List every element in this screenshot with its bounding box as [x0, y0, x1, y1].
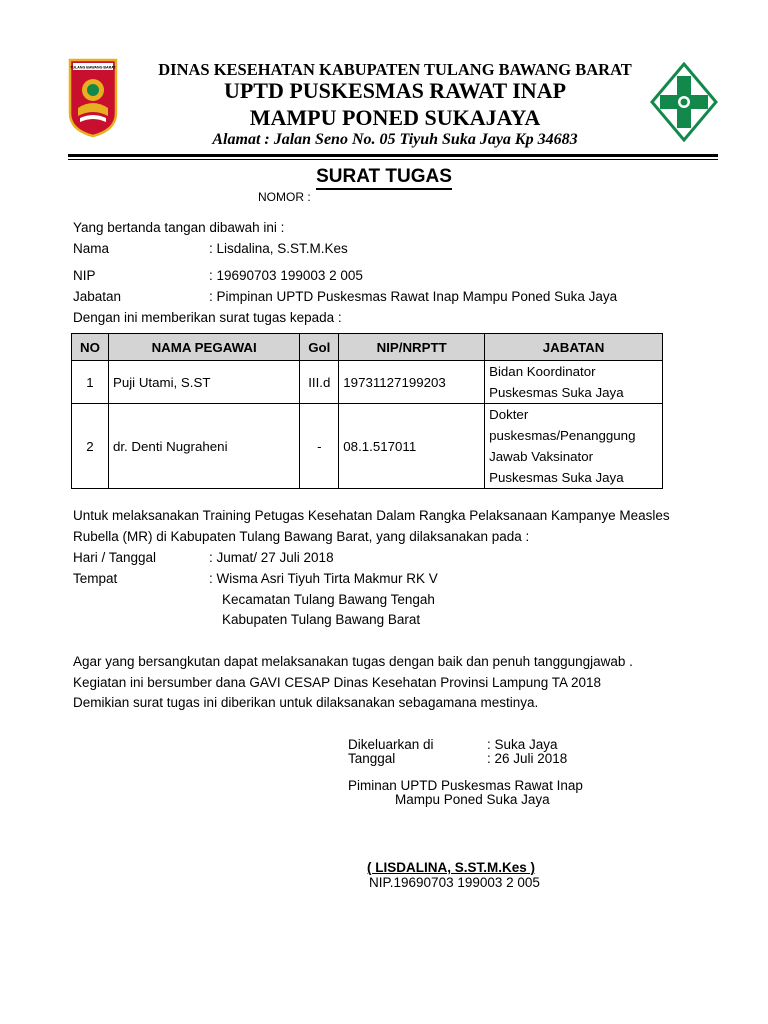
- row-position-line: Puskesmas Suka Jaya: [489, 470, 624, 485]
- intro-text: Yang bertanda tangan dibawah ini :: [73, 220, 285, 235]
- row-position-line: puskesmas/Penanggung: [489, 428, 636, 443]
- row-no: 1: [72, 361, 109, 404]
- row-rank: -: [300, 404, 339, 489]
- closing-line-2: Kegiatan ini bersumber dana GAVI CESAP Dinas Kesehatan Provinsi Lampung TA 2018: [73, 675, 602, 690]
- col-header-position: JABATAN: [485, 334, 663, 361]
- table-header-row: [72, 334, 663, 361]
- signer-position-2: Mampu Poned Suka Jaya: [395, 792, 550, 807]
- puskesmas-green-cross-logo: [650, 62, 718, 142]
- col-header-name: NAMA PEGAWAI: [108, 334, 299, 361]
- col-header-no: NO: [72, 334, 109, 361]
- signer-nip-label: NIP: [73, 268, 96, 283]
- venue-label: Tempat: [73, 571, 118, 586]
- venue-value-3: Kabupaten Tulang Bawang Barat: [222, 612, 421, 627]
- row-nip: 19731127199203: [339, 361, 485, 404]
- letterhead-rule: [68, 154, 718, 157]
- closing-line-1: Agar yang bersangkutan dapat melaksanakan tugas dengan baik dan penuh tanggungjawab .: [73, 654, 633, 669]
- signer-position-value: : Pimpinan UPTD Puskesmas Rawat Inap Mampu Poned Suka Jaya: [209, 289, 618, 304]
- signer-name-label: Nama: [73, 241, 110, 256]
- signer-position-1: Piminan UPTD Puskesmas Rawat Inap: [348, 778, 583, 793]
- row-nip: 08.1.517011: [339, 404, 485, 489]
- letterhead-dinas: DINAS KESEHATAN KABUPATEN TULANG BAWANG BARAT: [158, 60, 632, 79]
- row-no: 2: [72, 404, 109, 489]
- row-position-line: Dokter: [489, 407, 529, 422]
- logo-left-text: TULANG BAWANG BARAT: [70, 65, 116, 70]
- issued-place-label: Dikeluarkan di: [348, 737, 434, 752]
- issued-place-value: : Suka Jaya: [487, 737, 558, 752]
- row-position-line: Puskesmas Suka Jaya: [489, 385, 624, 400]
- signer-nip-value: : 19690703 199003 2 005: [209, 268, 363, 283]
- date-label: Hari / Tanggal: [73, 550, 157, 565]
- assignee-table: [71, 333, 663, 489]
- row-position-line: Bidan Koordinator: [489, 364, 596, 379]
- document-title-text: SURAT TUGAS: [316, 166, 452, 190]
- purpose-line-2: Rubella (MR) di Kabupaten Tulang Bawang Barat, yang dilaksanakan pada :: [73, 529, 530, 544]
- document-number: NOMOR :: [258, 190, 311, 204]
- signer-nip: NIP.19690703 199003 2 005: [369, 875, 540, 890]
- col-header-nip: NIP/NRPTT: [339, 334, 485, 361]
- row-position: [485, 404, 663, 489]
- date-value: : Jumat/ 27 Juli 2018: [209, 550, 334, 565]
- table-row: [72, 361, 663, 404]
- issued-date-label: Tanggal: [348, 751, 396, 766]
- venue-value-1: : Wisma Asri Tiyuh Tirta Makmur RK V: [209, 571, 438, 586]
- closing-line-3: Demikian surat tugas ini diberikan untuk dilaksanakan sebagamana mestinya.: [73, 695, 539, 710]
- letterhead-uptd: UPTD PUSKESMAS RAWAT INAP: [223, 78, 567, 103]
- signer-name-value: : Lisdalina, S.ST.M.Kes: [209, 241, 348, 256]
- letterhead-rule-thin: [68, 159, 718, 160]
- table-row: [72, 404, 663, 489]
- purpose-line-1: Untuk melaksanakan Training Petugas Kesehatan Dalam Rangka Pelaksanaan Kampanye Measles: [73, 508, 670, 523]
- issued-date-value: : 26 Juli 2018: [487, 751, 568, 766]
- row-position: [485, 361, 663, 404]
- assignment-intro: Dengan ini memberikan surat tugas kepada :: [73, 310, 342, 325]
- row-position-line: Jawab Vaksinator: [489, 449, 594, 464]
- document-title: [0, 166, 768, 188]
- row-rank: III.d: [300, 361, 339, 404]
- row-name: dr. Denti Nugraheni: [108, 404, 299, 489]
- col-header-rank: Gol: [300, 334, 339, 361]
- regency-coat-of-arms-icon: [68, 58, 118, 138]
- venue-value-2: Kecamatan Tulang Bawang Tengah: [222, 592, 435, 607]
- signer-name: ( LISDALINA, S.ST.M.Kes ): [367, 860, 536, 875]
- signer-position-label: Jabatan: [73, 289, 122, 304]
- letterhead-address: Alamat : Jalan Seno No. 05 Tiyuh Suka Jaya Kp 34683: [212, 131, 578, 148]
- row-name: Puji Utami, S.ST: [108, 361, 299, 404]
- letterhead-puskesmas: MAMPU PONED SUKAJAYA: [249, 105, 541, 130]
